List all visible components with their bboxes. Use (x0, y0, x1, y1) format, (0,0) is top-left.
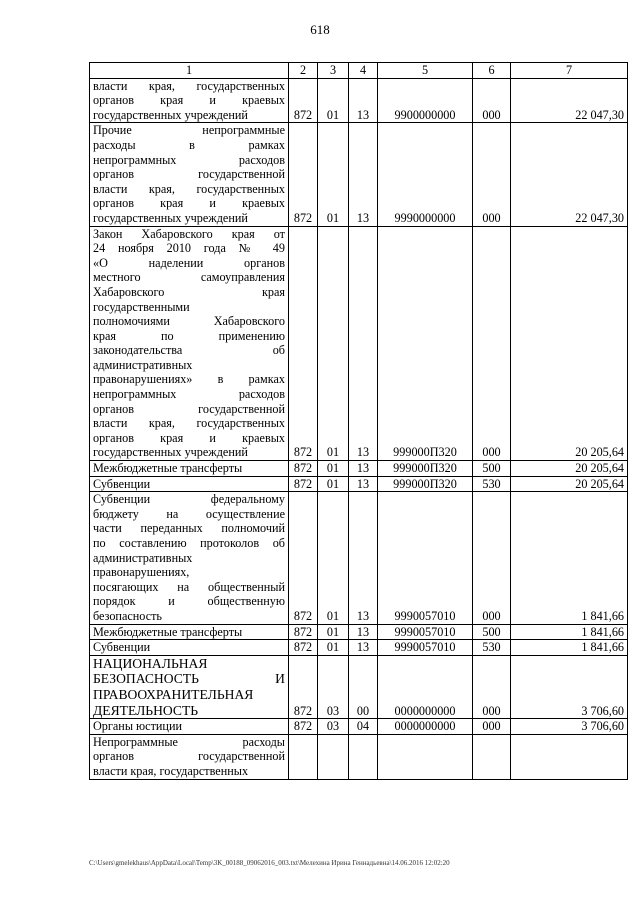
header-cell: 6 (473, 63, 511, 79)
subsection-code-cell: 00 (349, 655, 378, 718)
subsection-code-cell: 13 (349, 640, 378, 656)
row-name-cell (90, 226, 289, 461)
row-name-line: ДЕЯТЕЛЬНОСТЬ (93, 702, 199, 718)
budget-table (89, 62, 628, 780)
subsection-code-cell: 13 (349, 624, 378, 640)
row-name-cell (90, 734, 289, 779)
row-name-line: органов края и краевых (93, 196, 285, 211)
amount-cell: 20 205,64 (511, 226, 628, 461)
row-name-line: органов края и краевых (93, 430, 285, 445)
admin-code-cell: 872 (289, 719, 318, 735)
row-name-line: Непрограммные расходы (93, 734, 285, 749)
admin-code-cell (289, 734, 318, 779)
page-number: 618 (310, 22, 330, 37)
amount-cell (511, 734, 628, 779)
expense-type-cell: 500 (473, 461, 511, 477)
row-name-line: власти края, государственных (93, 78, 285, 93)
amount-cell: 1 841,66 (511, 492, 628, 624)
row-name-line: Закон Хабаровского края от (93, 226, 285, 241)
admin-code-cell: 872 (289, 655, 318, 718)
row-name-line: Межбюджетные трансферты (93, 461, 243, 476)
row-name-line: органов государственной (93, 401, 285, 416)
row-name-line: местного самоуправления (93, 270, 285, 285)
row-name-line: безопасность (93, 608, 162, 623)
row-name-cell (90, 78, 289, 123)
section-code-cell: 03 (318, 719, 349, 735)
section-code-cell: 01 (318, 624, 349, 640)
admin-code-cell: 872 (289, 476, 318, 492)
row-name-cell (90, 492, 289, 624)
amount-cell: 22 047,30 (511, 78, 628, 123)
row-name-cell (90, 461, 289, 477)
section-code-cell: 03 (318, 655, 349, 718)
row-name-line: Субвенции (93, 640, 151, 655)
amount-cell: 1 841,66 (511, 624, 628, 640)
section-code-cell: 01 (318, 123, 349, 226)
table-row (90, 719, 628, 735)
table-row (90, 492, 628, 624)
table-row (90, 476, 628, 492)
target-article-cell: 9990000000 (378, 123, 473, 226)
row-name-line: непрограммных расходов (93, 387, 285, 402)
row-name-cell (90, 655, 289, 718)
header-cell: 2 (289, 63, 318, 79)
row-name-line: БЕЗОПАСНОСТЬ И (93, 671, 285, 687)
header-cell: 4 (349, 63, 378, 79)
admin-code-cell: 872 (289, 624, 318, 640)
row-name-cell (90, 123, 289, 226)
expense-type-cell: 500 (473, 624, 511, 640)
subsection-code-cell: 13 (349, 78, 378, 123)
amount-cell: 1 841,66 (511, 640, 628, 656)
row-name-line: органов государственной (93, 749, 285, 764)
table-row (90, 461, 628, 477)
header-cell: 7 (511, 63, 628, 79)
row-name-cell (90, 624, 289, 640)
target-article-cell: 9990057010 (378, 640, 473, 656)
table-row (90, 640, 628, 656)
row-name-cell (90, 640, 289, 656)
section-code-cell: 01 (318, 476, 349, 492)
row-name-line: посягающих на общественный (93, 579, 285, 594)
admin-code-cell: 872 (289, 640, 318, 656)
row-name-line: законодательства об (93, 343, 285, 358)
section-code-cell (318, 734, 349, 779)
expense-type-cell: 000 (473, 78, 511, 123)
row-name-line: власти края, государственных (93, 181, 285, 196)
subsection-code-cell: 13 (349, 476, 378, 492)
expense-type-cell (473, 734, 511, 779)
header-cell: 3 (318, 63, 349, 79)
expense-type-cell: 000 (473, 123, 511, 226)
subsection-code-cell: 13 (349, 123, 378, 226)
expense-type-cell: 530 (473, 476, 511, 492)
row-name-line: Субвенции федеральному (93, 492, 285, 507)
row-name-cell (90, 719, 289, 735)
table-row (90, 123, 628, 226)
row-name-line: расходы в рамках (93, 137, 285, 152)
admin-code-cell: 872 (289, 226, 318, 461)
expense-type-cell: 000 (473, 655, 511, 718)
header-cell: 5 (378, 63, 473, 79)
table-row (90, 624, 628, 640)
admin-code-cell: 872 (289, 492, 318, 624)
expense-type-cell: 000 (473, 492, 511, 624)
row-name-line: государственных учреждений (93, 445, 248, 460)
row-name-line: бюджету на осуществление (93, 506, 285, 521)
row-name-line: Межбюджетные трансферты (93, 624, 243, 639)
subsection-code-cell: 04 (349, 719, 378, 735)
expense-type-cell: 000 (473, 226, 511, 461)
target-article-cell: 0000000000 (378, 655, 473, 718)
target-article-cell: 9900000000 (378, 78, 473, 123)
admin-code-cell: 872 (289, 461, 318, 477)
row-name-line: края по применению (93, 328, 285, 343)
amount-cell: 22 047,30 (511, 123, 628, 226)
target-article-cell: 999000П320 (378, 476, 473, 492)
row-name-line: ПРАВООХРАНИТЕЛЬНАЯ (93, 686, 254, 702)
header-cell: 1 (90, 63, 289, 79)
table-row (90, 655, 628, 718)
row-name-line: власти края, государственных (93, 763, 249, 778)
row-name-line: правонарушениях» в рамках (93, 372, 285, 387)
row-name-line: порядок и общественную (93, 594, 285, 609)
subsection-code-cell: 13 (349, 461, 378, 477)
row-name-line: НАЦИОНАЛЬНАЯ (93, 655, 208, 671)
target-article-cell: 0000000000 (378, 719, 473, 735)
row-name-line: государственных учреждений (93, 210, 248, 225)
row-name-cell (90, 476, 289, 492)
expense-type-cell: 530 (473, 640, 511, 656)
row-name-line: органов государственной (93, 167, 285, 182)
header-row (90, 63, 628, 79)
target-article-cell: 999000П320 (378, 461, 473, 477)
row-name-line: полномочиями Хабаровского (93, 314, 285, 329)
row-name-line: административных (93, 550, 193, 565)
row-name-line: непрограммных расходов (93, 152, 285, 167)
target-article-cell (378, 734, 473, 779)
row-name-line: 24 ноября 2010 года № 49 (93, 241, 285, 256)
table-row (90, 734, 628, 779)
expense-type-cell: 000 (473, 719, 511, 735)
target-article-cell: 9990057010 (378, 624, 473, 640)
row-name-line: правонарушениях, (93, 565, 190, 580)
section-code-cell: 01 (318, 461, 349, 477)
amount-cell: 3 706,60 (511, 655, 628, 718)
subsection-code-cell: 13 (349, 492, 378, 624)
section-code-cell: 01 (318, 492, 349, 624)
row-name-line: «О наделении органов (93, 255, 285, 270)
target-article-cell: 999000П320 (378, 226, 473, 461)
row-name-line: власти края, государственных (93, 416, 285, 431)
amount-cell: 3 706,60 (511, 719, 628, 735)
row-name-line: Прочие непрограммные (93, 123, 285, 138)
admin-code-cell: 872 (289, 123, 318, 226)
amount-cell: 20 205,64 (511, 461, 628, 477)
section-code-cell: 01 (318, 78, 349, 123)
row-name-line: по составлению протоколов об (93, 536, 285, 550)
row-name-line: Субвенции (93, 476, 151, 491)
subsection-code-cell (349, 734, 378, 779)
row-name-line: Хабаровского края (93, 284, 285, 299)
row-name-line: Органы юстиции (93, 719, 182, 734)
document-footer-path: C:\Users\gmelekhaus\AppData\Local\Temp\3K_00188_09062016_003.txt\Мелехина Ирина Геннадьевна\14.06.2016 12:02:20 (89, 859, 450, 867)
admin-code-cell: 872 (289, 78, 318, 123)
row-name-line: государственными (93, 299, 190, 314)
section-code-cell: 01 (318, 640, 349, 656)
table-row (90, 78, 628, 123)
table-row (90, 226, 628, 461)
target-article-cell: 9990057010 (378, 492, 473, 624)
section-code-cell: 01 (318, 226, 349, 461)
row-name-line: административных (93, 357, 193, 372)
row-name-line: части переданных полномочий (93, 521, 285, 536)
amount-cell: 20 205,64 (511, 476, 628, 492)
row-name-line: органов края и краевых (93, 93, 285, 108)
row-name-line: государственных учреждений (93, 107, 248, 122)
subsection-code-cell: 13 (349, 226, 378, 461)
